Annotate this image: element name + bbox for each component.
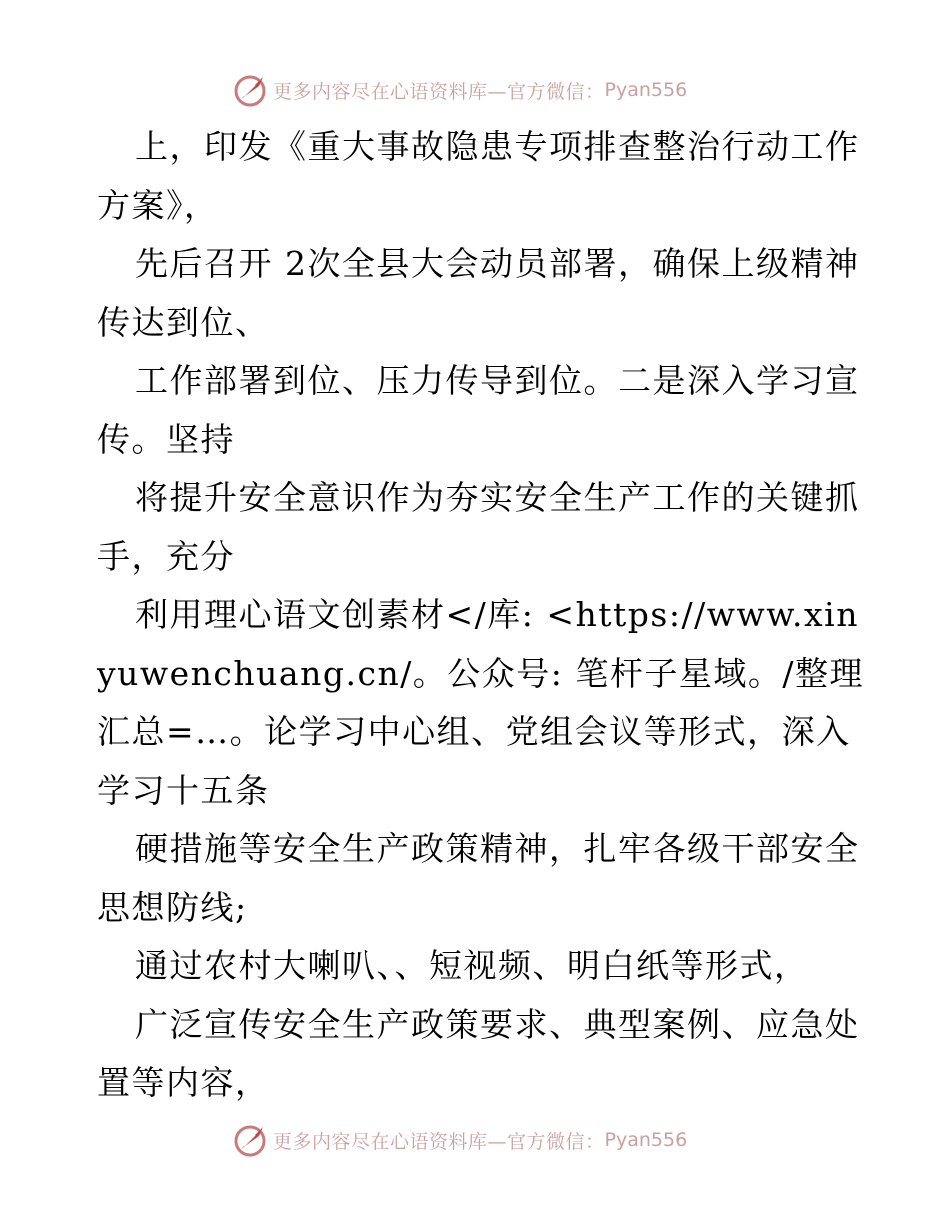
- document-body: [97, 118, 872, 1113]
- header-watermark: [233, 71, 687, 109]
- watermark-wechat-id: Pyan556: [604, 1129, 688, 1151]
- watermark-wechat-id: Pyan556: [604, 79, 688, 101]
- quill-logo-icon: [233, 1122, 269, 1158]
- paragraph: 上，印发《重大事故隐患专项排查整治行动工作方案》，: [97, 127, 860, 225]
- watermark-text: 更多内容尽在心语资料库—官方微信：: [273, 80, 605, 103]
- paragraph: 通过农村大喇叭、、短视频、明白纸等形式，: [135, 946, 809, 985]
- paragraph: 广泛宣传安全生产政策要求、典型案例、应急处置等内容，: [97, 1004, 860, 1102]
- paragraph: 先后召开 2次全县大会动员部署，确保上级精神传达到位、: [97, 244, 860, 342]
- footer-watermark: [233, 1121, 687, 1159]
- paragraph: 利用理心语文创素材</库: <https://www.xinyuwenchuang.cn/。公众号: 笔杆子星域。/整理汇总=…。论学习中心组、党组会议等形式，深入学习十五条: [97, 595, 865, 810]
- quill-logo-icon: [233, 72, 269, 108]
- paragraph: 工作部署到位、压力传导到位。二是深入学习宣传。坚持: [97, 361, 860, 459]
- watermark-text: 更多内容尽在心语资料库—官方微信：: [273, 1130, 605, 1153]
- paragraph: 硬措施等安全生产政策精神，扎牢各级干部安全思想防线;: [97, 829, 860, 927]
- paragraph: 将提升安全意识作为夯实安全生产工作的关键抓手，充分: [97, 478, 860, 576]
